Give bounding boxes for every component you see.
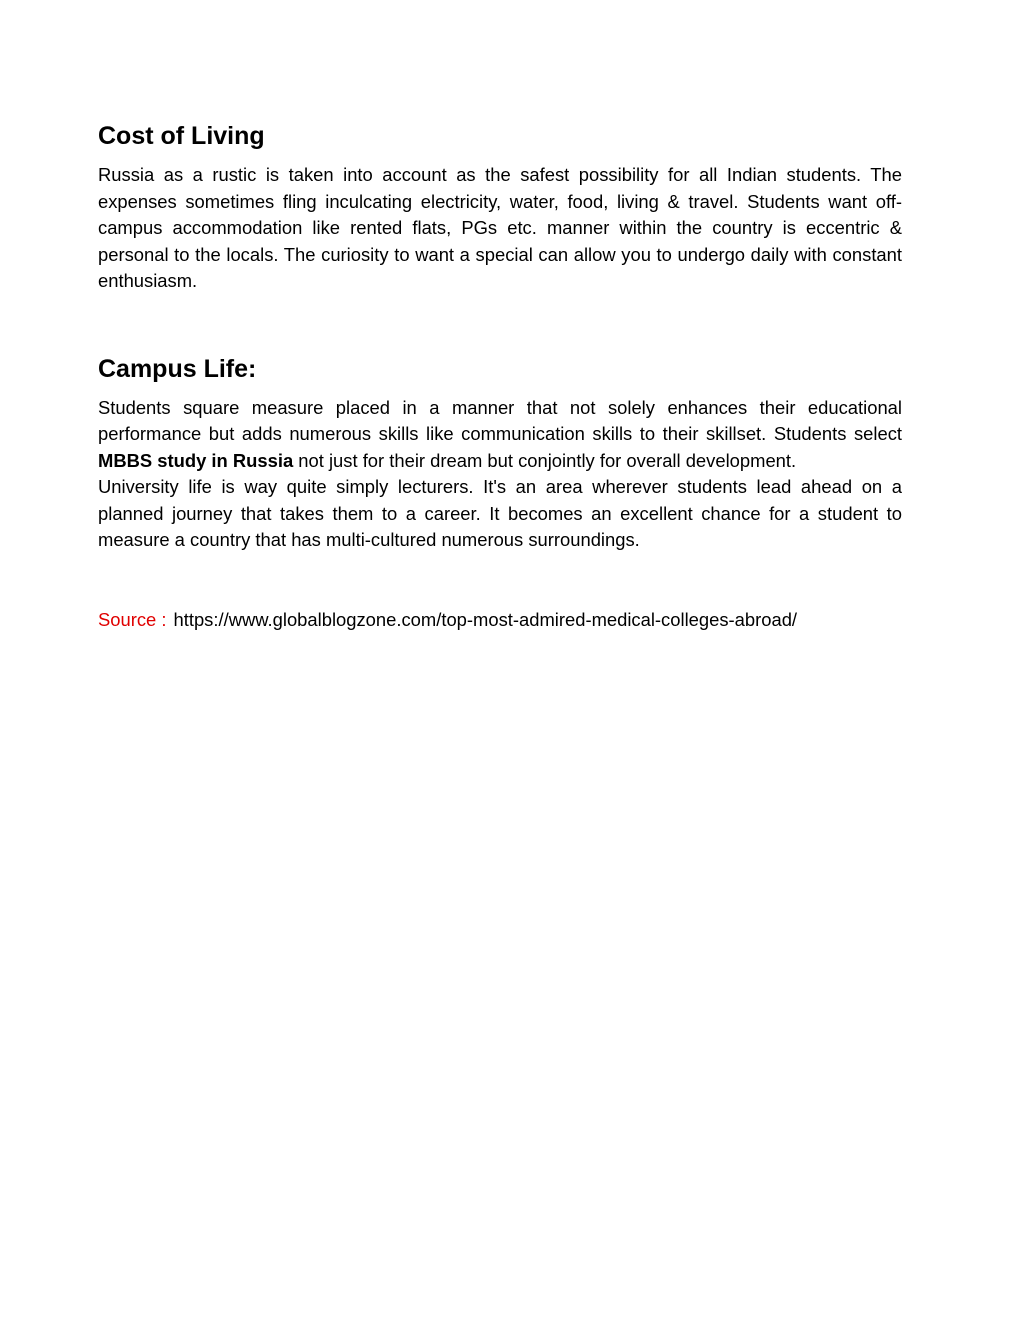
cost-of-living-heading: Cost of Living (98, 122, 265, 150)
campus-life-paragraph-1 (98, 395, 902, 475)
source-line (98, 607, 902, 633)
campus-life-paragraph-2: University life is way quite simply lecturers. It's an area wherever students lead ahead on a planned journey that takes them to a career. It becomes an excellent chance for a student to measure a country that has multi-cultured numerous surroundings. (98, 476, 902, 550)
source-label: Source : (98, 608, 167, 630)
source-url[interactable]: https://www.globalblogzone.com/top-most-admired-medical-colleges-abroad/ (173, 608, 798, 630)
campus-life-paragraph-1-start: Students square measure placed in a manner that not solely enhances their educational performance but adds numerous skills like communication skills to their skillset. Students select (98, 396, 902, 444)
cost-of-living-paragraph: Russia as a rustic is taken into account as the safest possibility for all Indian students. The expenses sometimes fling inculcating electricity, water, food, living & travel. Students want off-campus accommodation like rented flats, PGs etc. manner within the country is eccentric & personal to the locals. The curiosity to want a special can allow you to undergo daily with constant enthusiasm. (98, 164, 902, 291)
mbbs-russia-keyword: MBBS study in Russia (98, 449, 294, 471)
campus-life-heading: Campus Life: (98, 354, 257, 383)
document-page (98, 0, 902, 633)
campus-life-paragraph-1-end: not just for their dream but conjointly for overall development. (293, 449, 797, 471)
